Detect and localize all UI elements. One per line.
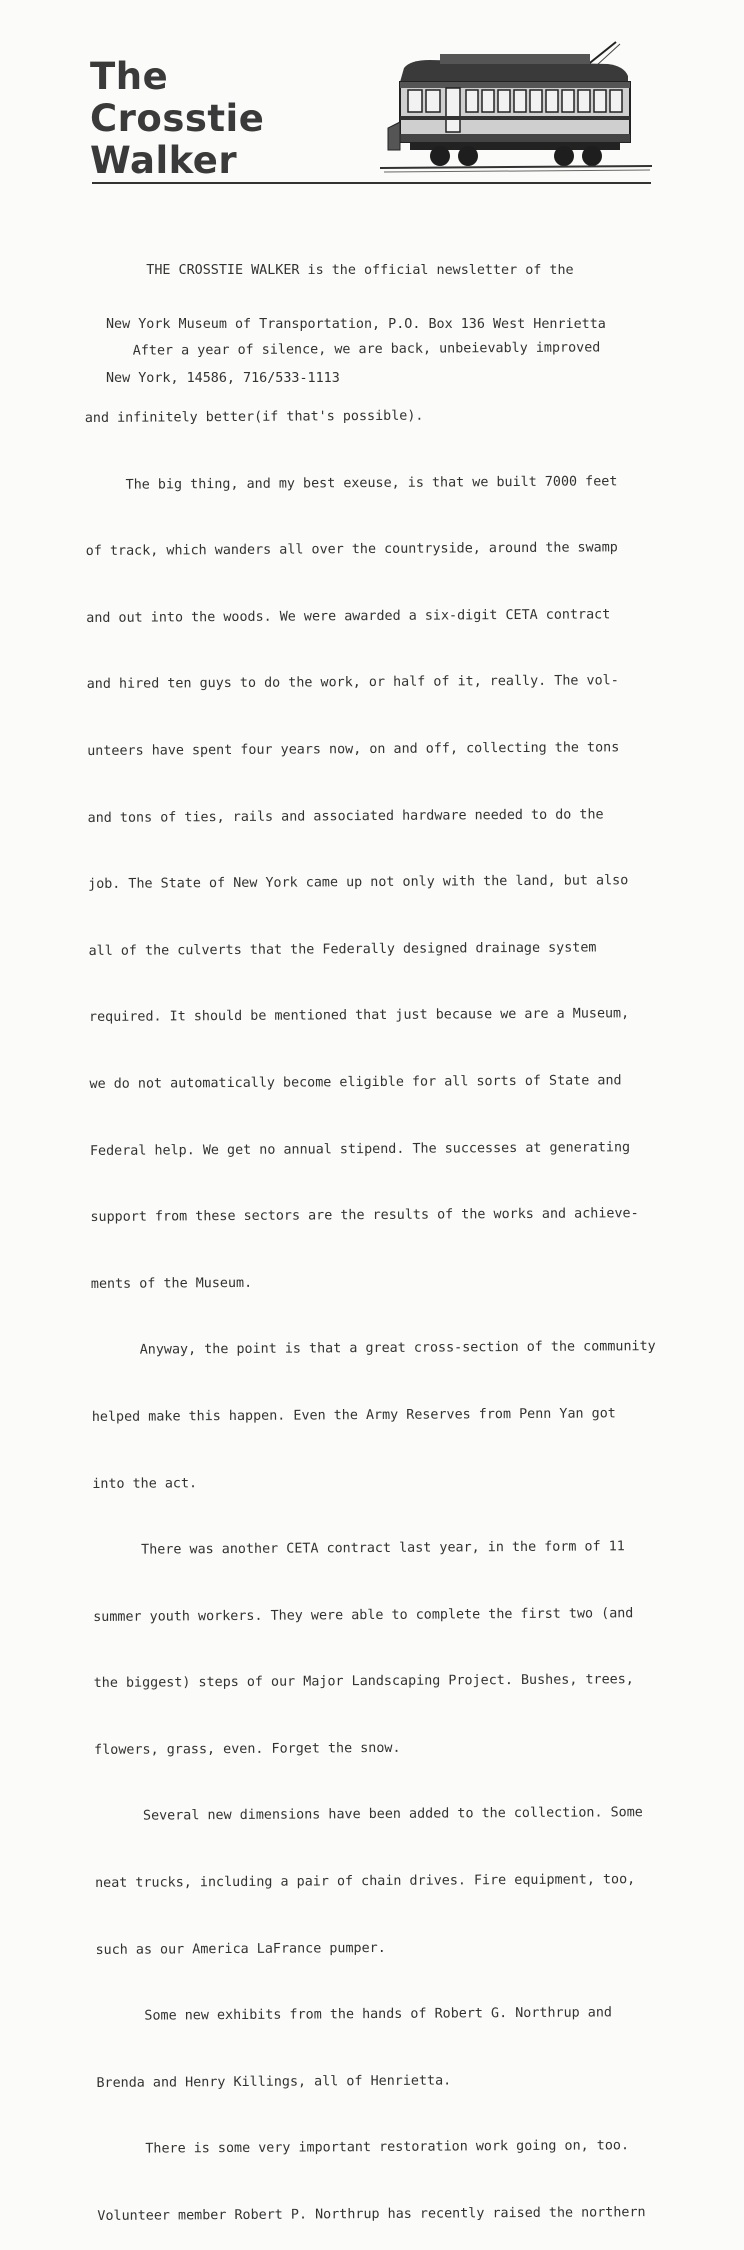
body-line: the biggest) steps of our Major Landscaping Project. Bushes, trees, (93, 1672, 634, 1692)
body-line: unteers have spent four years now, on and off, collecting the tons (87, 740, 620, 759)
trolley-car-icon (380, 38, 652, 180)
body-line: Volunteer member Robert P. Northrup has recently raised the northern (97, 2205, 646, 2224)
body-line: of track, which wanders all over the countryside, around the swamp (85, 540, 618, 560)
body-line: Some new exhibits from the hands of Robert G. Northrup and (95, 2005, 613, 2025)
title-line: Crosstie (90, 97, 265, 140)
body-line: Several new dimensions have been added to the collection. Some (94, 1805, 643, 1825)
body-line: Brenda and Henry Killings, all of Henrietta. (96, 2073, 452, 2091)
body-line: we do not automatically become eligible for all sorts of State and (89, 1073, 622, 1092)
body-line: such as our America LaFrance pumper. (95, 1940, 386, 1958)
body-line: summer youth workers. They were able to complete the first two (and (93, 1605, 634, 1625)
body-line: The big thing, and my best exeuse, is that we built 7000 feet (85, 473, 618, 493)
body-line: and infinitely better(if that's possible). (84, 408, 424, 426)
body-line: flowers, grass, even. Forget the snow. (94, 1740, 401, 1758)
body-line: neat trucks, including a pair of chain drives. Fire equipment, too, (95, 1872, 636, 1892)
body-line: and out into the woods. We were awarded a six-digit CETA contract (86, 607, 611, 626)
header-divider (92, 182, 651, 184)
body-line: and tons of ties, rails and associated hardware needed to do the (87, 806, 604, 826)
intro-line: THE CROSSTIE WALKER is the official newsletter of the (106, 263, 574, 278)
body-line: ments of the Museum. (90, 1275, 253, 1292)
body-line: into the act. (92, 1475, 198, 1492)
body-line: There was another CETA contract last year, in the form of 11 (92, 1539, 625, 1559)
title-line: The (90, 55, 169, 98)
intro-line: New York Museum of Transportation, P.O. Box 136 West Henrietta (106, 317, 606, 332)
article-body (84, 293, 662, 2250)
body-line: support from these sectors are the results of the works and achieve- (90, 1206, 639, 1226)
body-line: required. It should be mentioned that just because we are a Museum, (88, 1006, 630, 1026)
body-line: Federal help. We get no annual stipend. The successes at generating (89, 1139, 631, 1159)
body-line: Anyway, the point is that a great cross-section of the community (91, 1339, 656, 1359)
body-line: all of the culverts that the Federally designed drainage system (88, 940, 597, 959)
body-line: helped make this happen. Even the Army Reserves from Penn Yan got (91, 1406, 616, 1425)
body-line: There is some very important restoration work going on, too. (96, 2138, 630, 2158)
body-line: and hired ten guys to do the work, or half of it, really. The vol- (86, 673, 619, 693)
body-line: After a year of silence, we are back, unbeievably improved (84, 340, 601, 360)
intro-line: New York, 14586, 716/533-1113 (106, 371, 340, 386)
title-line: Walker (90, 139, 238, 182)
masthead-title (90, 56, 264, 182)
body-line: job. The State of New York came up not only with the land, but also (88, 873, 629, 893)
